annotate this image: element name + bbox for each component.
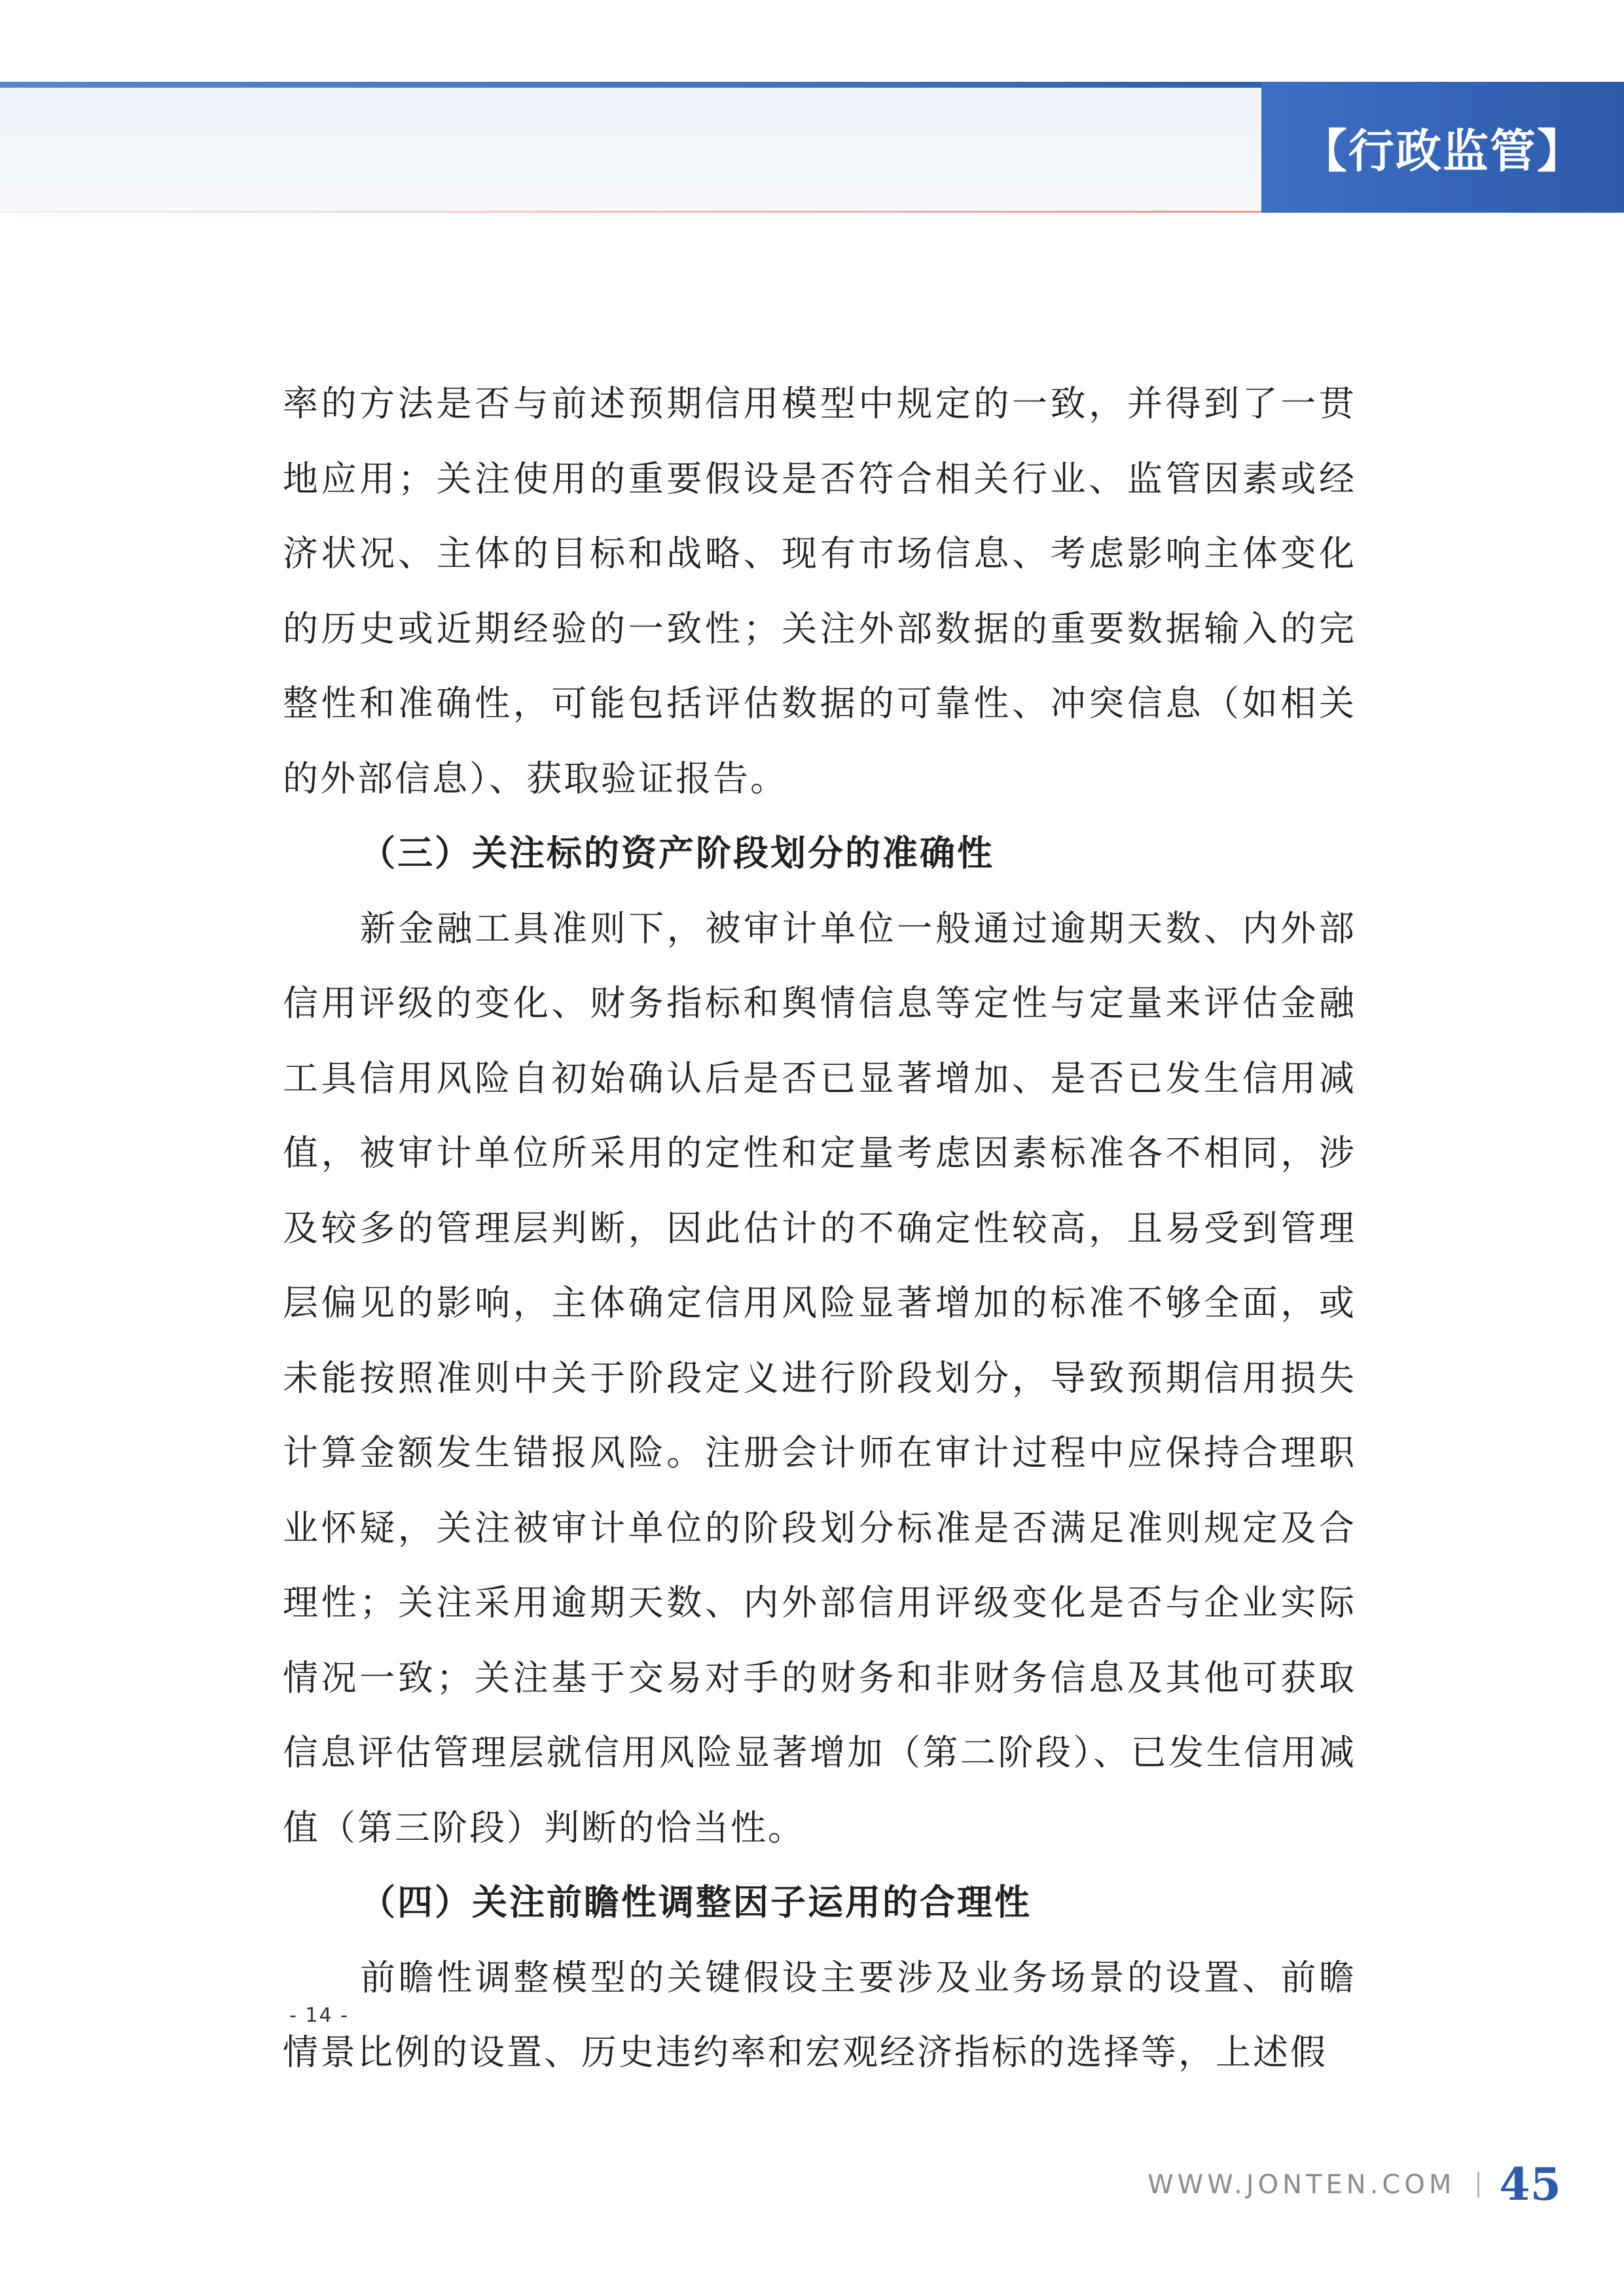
header-band (0, 88, 1263, 211)
header-top-line (0, 82, 1263, 88)
website-link[interactable]: WWW.JONTEN.COM (1147, 2170, 1456, 2200)
paragraph-2: 新金融工具准则下，被审计单位一般通过逾期天数、内外部信用评级的变化、财务指标和舆情信息等定性与定量来评估金融工具信用风险自初始确认后是否已显著增加、是否已发生信用减值，被审计单位所采用的定性和定量考虑因素标准各不相同，涉及较多的管理层判断，因此估计的不确定性较高，且易受到管理层偏见的影响，主体确定信用风险显著增加的标准不够全面，或未能按照准则中关于阶段定义进行阶段划分，导致预期信用损失计算金额发生错报风险。注册会计师在审计过程中应保持合理职业怀疑，关注被审计单位的阶段划分标准是否满足准则规定及合理性；关注采用逾期天数、内外部信用评级变化是否与企业实际情况一致；关注基于交易对手的财务和非财务信息及其他可获取信息评估管理层就信用风险显著增加（第二阶段）、已发生信用减值（第三阶段）判断的恰当性。 (283, 907, 1356, 1848)
page-number: 45 (1499, 2159, 1561, 2211)
section-tag-box (1261, 82, 1624, 213)
header-divider (0, 211, 1263, 213)
paragraph-1: 率的方法是否与前述预期信用模型中规定的一致，并得到了一贯地应用；关注使用的重要假设是否符合相关行业、监管因素或经济状况、主体的目标和战略、现有市场信息、考虑影响主体变化的历史或近期经验的一致性；关注外部数据的重要数据输入的完整性和准确性，可能包括评估数据的可靠性、冲突信息（如相关的外部信息）、获取验证报告。 (283, 383, 1356, 799)
section-tag: 【行政监管】 (1301, 124, 1584, 178)
inner-page-number: - 14 - (289, 2004, 349, 2027)
footer-divider (1477, 2172, 1479, 2198)
footer (1147, 2159, 1561, 2211)
heading-3: （三）关注标的资产阶段划分的准确性 (360, 833, 994, 874)
paragraph-3: 前瞻性调整模型的关键假设主要涉及业务场景的设置、前瞻情景比例的设置、历史违约率和宏观经济指标的选择等，上述假 (283, 1956, 1356, 2073)
article-body (283, 367, 1356, 2090)
heading-4: （四）关注前瞻性调整因子运用的合理性 (360, 1882, 1032, 1923)
